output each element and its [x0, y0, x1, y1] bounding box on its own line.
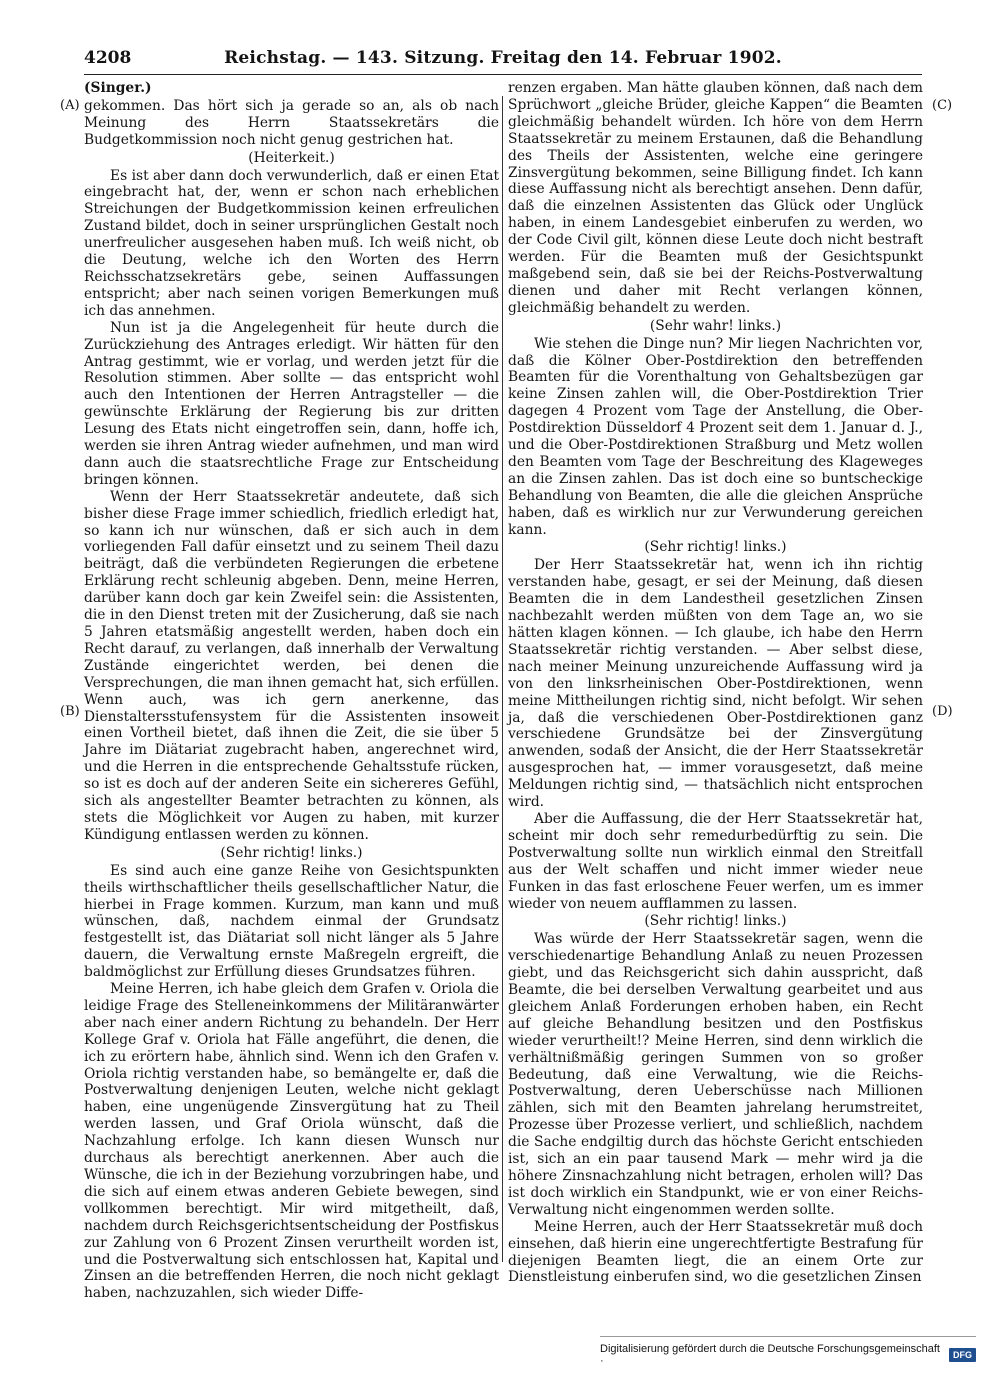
paragraph: Der Herr Staatssekretär hat, wenn ich ihn richtig verstanden habe, gesagt, er sei der Meinung, daß diesen Beamten die in dem Landestheil gesetzlichen Zinsen nachbezahlt werden müßten von dem Tage an, wo sie hätten klagen können. — Ich glaube, ich habe den Herrn Staatssekretär richtig verstanden. — Aber selbst diese, nach meiner Meinung unzureichende Auffassung wird ja von den linksrheinischen Ober-Postdirektionen, wenn meine Mittheilungen richtig sind, nicht befolgt. Wir sehen ja, daß die verschiedenen Ober-Postdirektionen ganz verschiedene Grundsätze bei der Zinsvergütung anwenden, sodaß der Ansicht, die der Herr Staatssekretär ausgesprochen hat, — immer vorausgesetzt, daß meine Meldungen richtig sind, — thatsächlich nicht entsprochen wird.: [508, 557, 923, 811]
stage-direction: (Sehr wahr! links.): [649, 317, 782, 334]
column-divider: [502, 96, 503, 1262]
footer-credit: [600, 1336, 976, 1370]
left-column: [84, 80, 499, 1302]
page-title: Reichstag. — 143. Sitzung. Freitag den 14. Februar 1902.: [224, 48, 782, 68]
margin-marker-a: (A): [60, 98, 80, 113]
paragraph: Aber die Auffassung, die der Herr Staatssekretär hat, scheint mir doch sehr remedurbedürftig zu sein. Die Postverwaltung sollte nun wirklich einmal den Streitfall aus der Welt schaffen und nicht immer wieder neue Funken in das fast erloschene Feuer werfen, um es immer wieder von neuem aufflammen zu lassen.: [508, 810, 923, 912]
paragraph: Nun ist ja die Angelegenheit für heute durch die Zurückziehung des Antrages erledigt. Wir hätten für den Antrag gestimmt, wie er vorlag, und werden jetzt für die Resolution stimmen. Aber sollte — das entspricht wohl auch den Intentionen der Herren Antragsteller — die gewünschte Erklärung der Regierung bis zur dritten Lesung des Etats nicht eingetroffen sein, dann, hoffe ich, werden sie ihren Antrag wieder aufnehmen, und man wird dann auch die staatsrechtliche Frage zur Entscheidung bringen können.: [84, 319, 499, 488]
right-column: [508, 80, 923, 1286]
paragraph: Es sind auch eine ganze Reihe von Gesichtspunkten theils wirthschaftlicher theils gesellschaftlicher Natur, die hierbei in Frage kommen. Kurzum, man kann und muß wünschen, daß, nachdem einmal der Grundsatz festgestellt ist, das Diätariat soll nicht länger als 5 Jahre dauern, die Verwaltung ernste Maßregeln ergreift, die baldmöglichst zur Erfüllung dieses Grundsatzes führen.: [84, 862, 499, 981]
paragraph: Wie stehen die Dinge nun? Mir liegen Nachrichten vor, daß die Kölner Ober-Postdirektion den betreffenden Beamten für die Vorenthaltung von Gehaltsbezügen gar keine Zinsen zahlen will, die Ober-Postdirektion Trier dagegen 4 Prozent vom Tage der Anstellung, die Ober-Postdirektion Düsseldorf 4 Prozent seit dem 1. Januar d. J., und die Ober-Postdirektionen Straßburg und Metz wollen den Beamten vom Tage der Beschreitung des Klageweges an die Zinsen zahlen. Das ist doch eine so buntscheckige Behandlung von Beamten, die alle die gleichen Ansprüche haben, daß es wirklich nur zur Verwunderung gereichen kann.: [508, 335, 923, 538]
stage-direction: (Sehr richtig! links.): [644, 539, 787, 556]
paragraph: gekommen. Das hört sich ja gerade so an, als ob nach Meinung des Herrn Staatssekretärs die Budgetkommission noch nicht genug gestrichen hat.: [84, 97, 499, 148]
paragraph: Was würde der Herr Staatssekretär sagen, wenn die verschiedenartige Behandlung Anlaß zu neuen Prozessen giebt, und das Reichsgericht sich dahin ausspricht, daß Beamte, die bei derselben Verwaltung gearbeitet und aus gleichem Anlaß Forderungen erhoben haben, ein Recht auf gleiche Behandlung besitzen und den Postfiskus wieder verurtheilt!? Meine Herren, sind denn wirklich die verhältnißmäßig geringen Summen von so großer Bedeutung, daß eine Verwaltung, wie die Reichs-Postverwaltung, deren Ueberschüsse nach Millionen zählen, sich mit den Beamten jahrelang herumstreitet, Prozesse über Prozesse verliert, und schließlich, nachdem die Sache endgiltig durch das höchste Gericht entschieden ist, sich an ein paar tausend Mark — mehr wird ja die höhere Zinsnachzahlung nicht betragen, erholen will? Das ist doch wirklich ein Standpunkt, wie er von einer Reichs-Verwaltung nicht eingenommen werden sollte.: [508, 931, 923, 1218]
paragraph: renzen ergaben. Man hätte glauben können, daß nach dem Sprüchwort „gleiche Brüder, gleiche Kappen“ die Beamten gleichmäßig behandelt würden. Ich höre von dem Herrn Staatssekretär zu meinem Erstaunen, daß die Behandlung des Theils der Assistenten, welche eine geringere Zinsvergütung bekommen, seine Billigung findet. Ich kann diese Auffassung nicht als berechtigt ansehen. Denn dafür, daß die einzelnen Assistenten das Glück oder Unglück haben, in einem Landesgebiet einberufen zu werden, wo der Code Civil gilt, können diese Leute doch nicht bestraft werden. Für die Beamten muß der Gesichtspunkt maßgebend sein, daß sie bei der Reichs-Postverwaltung dienen und daher mit Recht verlangen können, gleichmäßig behandelt zu werden.: [508, 80, 923, 316]
margin-marker-c: (C): [932, 98, 953, 113]
paragraph: Meine Herren, auch der Herr Staatssekretär muß doch einsehen, daß hierin eine ungerechtfertigte Bestrafung für diejenigen Beamten liegt, die an einem Orte zur Dienstleistung einberufen sind, wo die gesetzlichen Zinsen: [508, 1218, 923, 1286]
dfg-logo-icon: DFG: [949, 1348, 976, 1362]
paragraph: Es ist aber dann doch verwunderlich, daß er einen Etat eingebracht hat, der, wenn er schon nach erheblichen Streichungen der Budgetkommission keinen erfreulichen Zustand bildet, doch in seiner ursprünglichen Gestalt noch unerfreulicher ausgesehen haben muß. Ich weiß nicht, ob die Deutung, welche ich den Worten des Herrn Reichsschatzsekretärs gebe, seinen Auffassungen entspricht; aber nach seinen vorigen Bemerkungen muß ich das annehmen.: [84, 167, 499, 319]
footer-text: Digitalisierung gefördert durch die Deutsche Forschungsgemeinschaft ·: [600, 1343, 940, 1367]
speaker-name: (Singer.): [84, 80, 152, 96]
margin-marker-d: (D): [932, 704, 953, 719]
margin-marker-b: (B): [60, 704, 80, 719]
stage-direction: (Heiterkeit.): [248, 149, 335, 166]
header-rule: [84, 74, 922, 75]
stage-direction: (Sehr richtig! links.): [220, 844, 363, 861]
stage-direction: (Sehr richtig! links.): [644, 913, 787, 930]
page-number: 4208: [84, 48, 132, 68]
paragraph: Meine Herren, ich habe gleich dem Grafen v. Oriola die leidige Frage des Stelleneinkommens der Militäranwärter aber nach einer andern Richtung zu behandeln. Der Herr Kollege Graf v. Oriola hat Fälle angeführt, die denen, die ich zu erörtern habe, ähnlich sind. Wenn ich den Grafen v. Oriola richtig verstanden habe, so bemängelte er, daß die Postverwaltung denjenigen Leuten, welche nicht geklagt haben, eine ungenügende Zinsvergütung hat zu Theil werden lassen, und Graf Oriola wünscht, daß die Nachzahlung erfolge. Ich kann diesen Wunsch nur durchaus als berechtigt anerkennen. Aber auch die Wünsche, die ich in der Beziehung vorzubringen habe, und die sich auf einem etwas anderen Gebiete bewegen, sind vollkommen berechtigt. Mir wird mitgetheilt, daß, nachdem durch Reichsgerichtsentscheidung der Postfiskus zur Zahlung von 6 Prozent Zinsen verurtheilt worden ist, und die Postverwaltung sich entschlossen hat, Kapital und Zinsen an die betreffenden Herren, die noch nicht geklagt haben, nachzuzahlen, sich wieder Diffe-: [84, 981, 499, 1302]
page-header: [84, 48, 922, 72]
paragraph: Wenn der Herr Staatssekretär andeutete, daß sich bisher diese Frage immer schiedlich, friedlich erledigt hat, so kann ich nur wünschen, daß er sich auch in dem vorliegenden Fall dafür einsetzt und zu seinem Theil dazu beiträgt, daß die verbündeten Regierungen die erbetene Erklärung recht schleunig abgeben. Denn, meine Herren, darüber kann doch gar kein Zweifel sein: die Assistenten, die in den Dienst treten mit der Zusicherung, daß sie nach 5 Jahren etatsmäßig angestellt werden, haben doch ein Recht darauf, zu verlangen, daß innerhalb der Verwaltung Zustände eingerichtet werden, bei denen die Versprechungen, die man ihnen gemacht hat, sich erfüllen. Wenn auch, was ich gern anerkenne, das Dienstaltersstufensystem für die Assistenten insoweit einen Vortheil bietet, daß ihnen die Zeit, die sie über 5 Jahre im Diätariat zugebracht haben, angerechnet wird, und die Herren in die entsprechende Gehaltsstufe rücken, so ist es doch auf der anderen Seite ein sichereres Gefühl, sich als angestellter Beamter betrachten zu können, als stets die Möglichkeit vor Augen zu haben, mit kurzer Kündigung entlassen werden zu können.: [84, 488, 499, 843]
